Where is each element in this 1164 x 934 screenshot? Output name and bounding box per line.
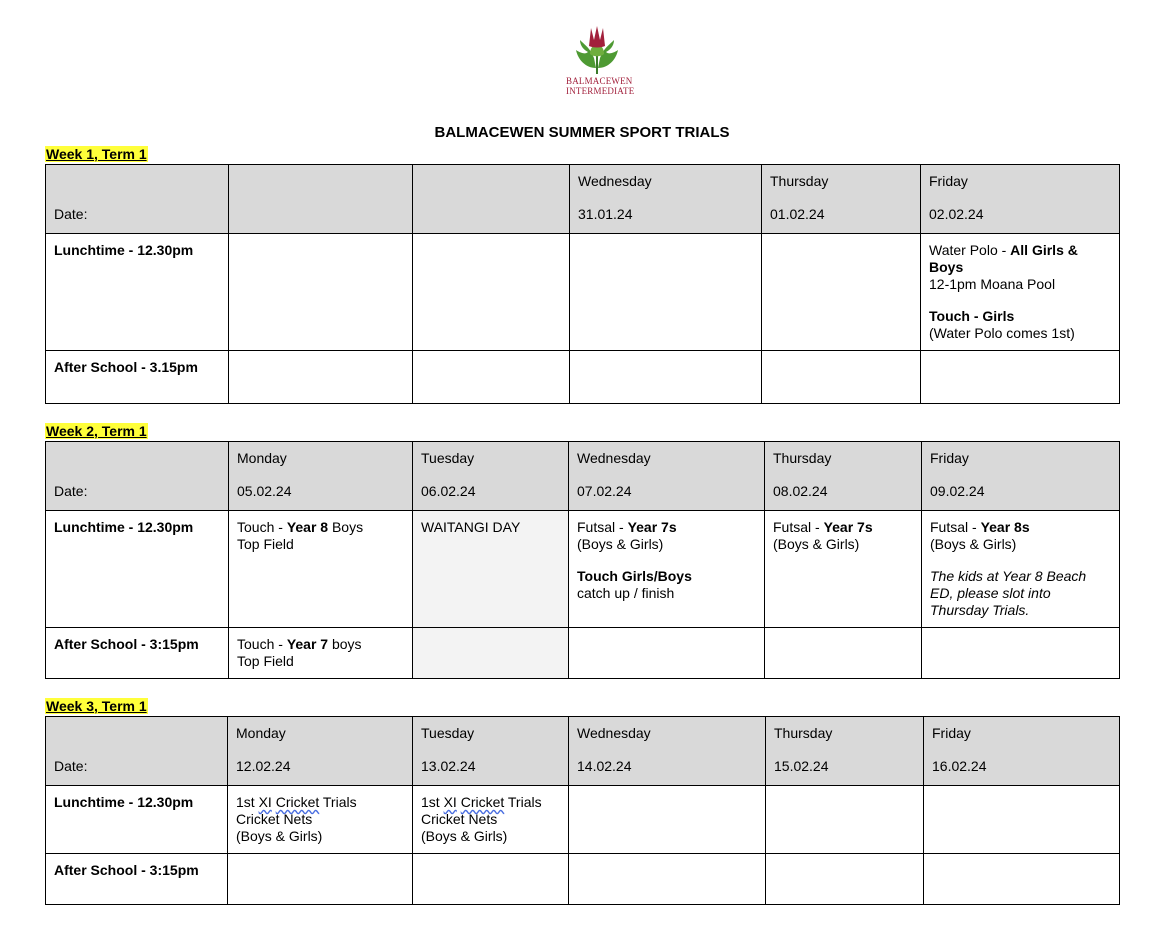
day-date: 15.02.24 [774, 758, 829, 774]
monday-after-cell: Touch - Year 7 boys Top Field [229, 628, 413, 679]
thistle-icon [572, 24, 622, 76]
empty-cell [413, 854, 569, 905]
monday-lunch-cell: 1st XI Cricket Trials Cricket Nets (Boys & Girls) [228, 786, 413, 854]
school-name-line1: BALMACEWEN [566, 76, 633, 86]
day-name: Thursday [774, 725, 833, 741]
school-logo [566, 24, 635, 98]
day-name: Monday [236, 725, 286, 741]
day-cell-tuesday [413, 717, 569, 786]
day-date: 12.02.24 [236, 758, 291, 774]
day-date: 13.02.24 [421, 758, 476, 774]
empty-cell [413, 234, 570, 351]
day-cell-friday [922, 442, 1120, 511]
page-title: BALMACEWEN SUMMER SPORT TRIALS [434, 124, 730, 141]
day-cell [229, 165, 413, 234]
after-school-label: After School - 3.15pm [46, 351, 229, 404]
day-date: 05.02.24 [237, 483, 292, 499]
lunch-label: Lunchtime - 12.30pm [46, 786, 228, 854]
day-name: Wednesday [578, 173, 652, 189]
week3-label: Week 3, Term 1 [46, 698, 147, 714]
empty-cell [569, 854, 766, 905]
day-name: Friday [929, 173, 968, 189]
day-cell-thursday [765, 442, 922, 511]
empty-cell [762, 351, 921, 404]
week1-label: Week 1, Term 1 [46, 146, 147, 162]
empty-cell [570, 234, 762, 351]
empty-cell [921, 351, 1120, 404]
day-cell-wednesday [570, 165, 762, 234]
friday-lunch-cell: Futsal - Year 8s (Boys & Girls) The kids at Year 8 Beach ED, please slot into Thursday Trials. [922, 511, 1120, 628]
lunch-label: Lunchtime - 12.30pm [46, 511, 229, 628]
day-date: 07.02.24 [577, 483, 632, 499]
week3-table [45, 716, 1120, 905]
day-date: 31.01.24 [578, 206, 633, 222]
day-cell-wednesday [569, 442, 765, 511]
day-cell-tuesday [413, 442, 569, 511]
empty-cell [228, 854, 413, 905]
empty-cell [924, 786, 1120, 854]
empty-cell [570, 351, 762, 404]
lunch-label: Lunchtime - 12.30pm [46, 234, 229, 351]
empty-cell [765, 628, 922, 679]
week3-after-row [46, 854, 1120, 905]
day-name: Tuesday [421, 450, 475, 466]
day-cell [413, 165, 570, 234]
day-name: Friday [932, 725, 971, 741]
day-date: 16.02.24 [932, 758, 987, 774]
empty-cell [922, 628, 1120, 679]
empty-cell [762, 234, 921, 351]
empty-cell [413, 351, 570, 404]
day-cell-monday [228, 717, 413, 786]
week3-header-row [46, 717, 1120, 786]
after-school-label: After School - 3:15pm [46, 628, 229, 679]
week2-header-row [46, 442, 1120, 511]
empty-cell [766, 854, 924, 905]
date-label-cell: Date: [46, 442, 229, 511]
day-date: 02.02.24 [929, 206, 984, 222]
day-date: 09.02.24 [930, 483, 985, 499]
week2-after-row [46, 628, 1120, 679]
week2-lunch-row [46, 511, 1120, 628]
thursday-lunch-cell: Futsal - Year 7s (Boys & Girls) [765, 511, 922, 628]
day-cell-thursday [762, 165, 921, 234]
week1-after-row [46, 351, 1120, 404]
empty-cell [924, 854, 1120, 905]
empty-cell [569, 628, 765, 679]
week2-label: Week 2, Term 1 [46, 423, 147, 439]
empty-cell [229, 351, 413, 404]
school-name-line2: INTERMEDIATE [566, 86, 635, 96]
empty-cell [766, 786, 924, 854]
day-name: Monday [237, 450, 287, 466]
day-cell-thursday [766, 717, 924, 786]
day-cell-friday [924, 717, 1120, 786]
after-school-label: After School - 3:15pm [46, 854, 228, 905]
week1-lunch-row [46, 234, 1120, 351]
wednesday-lunch-cell: Futsal - Year 7s (Boys & Girls) Touch Girls/Boys catch up / finish [569, 511, 765, 628]
day-name: Wednesday [577, 450, 651, 466]
week3-lunch-row [46, 786, 1120, 854]
day-date: 14.02.24 [577, 758, 632, 774]
day-name: Tuesday [421, 725, 475, 741]
tuesday-lunch-cell: 1st XI Cricket Trials Cricket Nets (Boys & Girls) [413, 786, 569, 854]
day-name: Friday [930, 450, 969, 466]
friday-lunch-cell: Water Polo - All Girls & Boys 12-1pm Moana Pool Touch - Girls (Water Polo comes 1st) [921, 234, 1120, 351]
day-name: Wednesday [577, 725, 651, 741]
tuesday-holiday-cell [413, 628, 569, 679]
day-name: Thursday [770, 173, 829, 189]
date-label-cell: Date: [46, 717, 228, 786]
week2-table [45, 441, 1120, 679]
day-date: 06.02.24 [421, 483, 476, 499]
day-date: 08.02.24 [773, 483, 828, 499]
empty-cell [229, 234, 413, 351]
friday-note: The kids at Year 8 Beach ED, please slot into Thursday Trials. [930, 568, 1087, 618]
empty-cell [569, 786, 766, 854]
week1-table [45, 164, 1120, 404]
day-name: Thursday [773, 450, 832, 466]
day-cell-friday [921, 165, 1120, 234]
day-cell-wednesday [569, 717, 766, 786]
day-date: 01.02.24 [770, 206, 825, 222]
day-cell-monday [229, 442, 413, 511]
tuesday-holiday-cell: WAITANGI DAY [413, 511, 569, 628]
monday-lunch-cell: Touch - Year 8 Boys Top Field [229, 511, 413, 628]
week1-header-row [46, 165, 1120, 234]
date-label-cell: Date: [46, 165, 229, 234]
